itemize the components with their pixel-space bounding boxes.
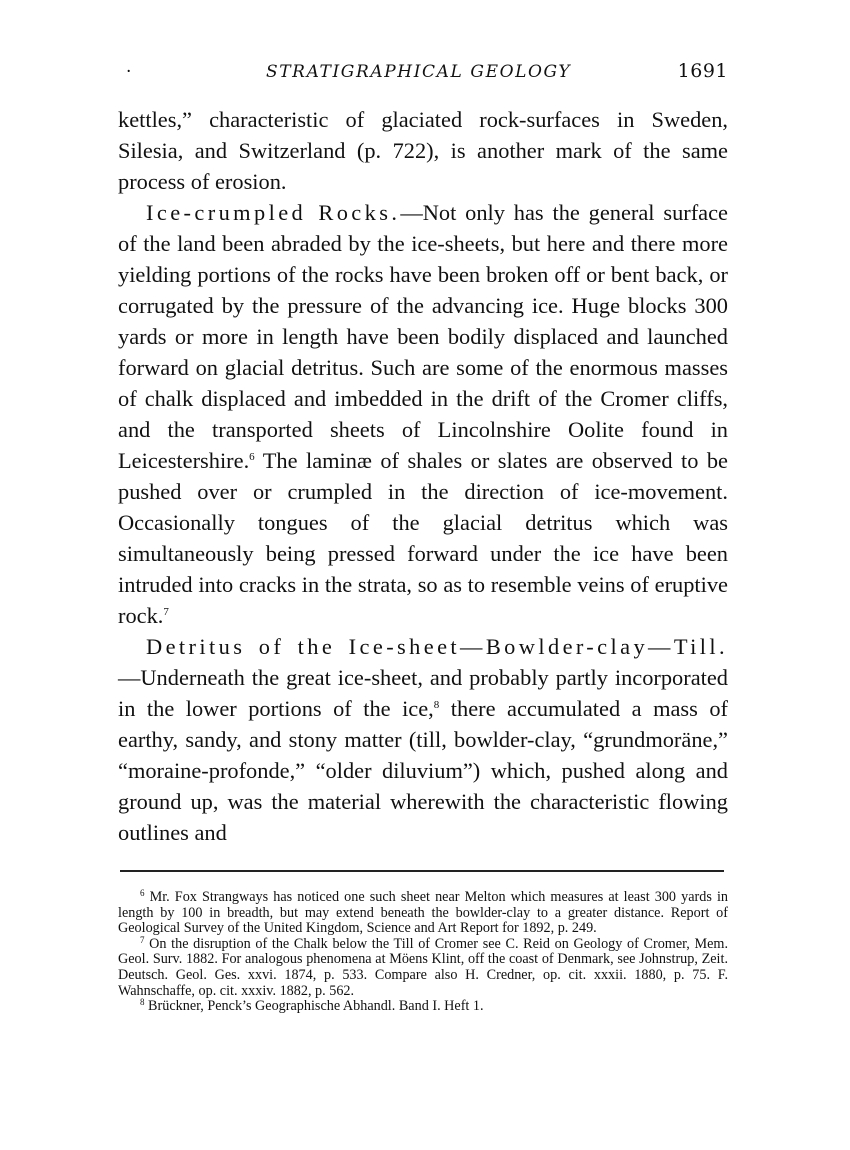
footnote-text: Mr. Fox Strangways has noticed one such sheet near Melton which measures at least 300 yards in length by 100 in breadth, but may extend beneath the bowlder-clay to a greater distance. Report of Geological Survey of the United Kingdom, Science and Art Report for 1892, p. 249. [118, 889, 728, 937]
paragraph-ice-crumpled-rocks [118, 197, 728, 631]
footnote-ref-8[interactable]: 8 [433, 699, 440, 711]
footnote-text: Brückner, Penck’s Geographische Abhandl. Band I. Heft 1. [144, 998, 484, 1015]
paragraph-text: —Not only has the general surface of the land been abraded by the ice-sheets, but here and there more yielding portions of the rocks have been broken off or bent back, or corrugated by the pressure of the advancing ice. Huge blocks 300 yards or more in length have been bodily displaced and launched forward on glacial detritus. Such are some of the enormous masses of chalk displaced and imbedded in the drift of the Cromer cliffs, and the transported sheets of Lincolnshire Oolite found in Leicestershire. [118, 200, 728, 473]
footnote-marker: 7 [140, 934, 145, 945]
footnote-6 [118, 890, 728, 937]
header-marker: · [126, 62, 132, 82]
book-page [118, 58, 728, 1015]
footnote-text: On the disruption of the Chalk below the Till of Cromer see C. Reid on Geology of Cromer, Mem. Geol. Surv. 1882. For analogous phenomena at Möens Klint, off the coast of Denmark, see Johnstrup, Zeit. Deutsch. Geol. Ges. xxvi. 1874, p. 533. Compare also H. Credner, op. cit. xxxii. 1880, p. 75. F. Wahnschaffe, op. cit. xxxiv. 1882, p. 562. [118, 935, 728, 999]
running-header [118, 58, 728, 90]
footnote-divider [120, 870, 724, 872]
paragraph-1: kettles,” characteristic of glaciated rock-surfaces in Sweden, Silesia, and Switzerland (p. 722), is another mark of the same process of erosion. [118, 107, 728, 194]
section-heading-ice-crumpled-rocks: Ice-crumpled Rocks. [146, 200, 401, 225]
footnote-ref-7[interactable]: 7 [163, 606, 169, 618]
paragraph-detritus [118, 631, 728, 848]
page-number: 1691 [677, 60, 728, 82]
running-title: STRATIGRAPHICAL GEOLOGY [266, 62, 572, 82]
paragraph-text: The laminæ of shales or slates are observed to be pushed over or crumpled in the direction of ice-movement. Occasionally tongues of the glacial detritus which was simultaneously being pressed forward under the ice have been intruded into cracks in the strata, so as to resemble veins of eruptive rock. [118, 448, 728, 628]
body-text [118, 104, 728, 848]
footnote-ref-6[interactable]: 6 [249, 451, 255, 463]
paragraph-text: —Underneath the great ice-sheet, and probably partly incorporated in the lower portions of the ice, [118, 665, 728, 721]
section-heading-detritus: Detritus of the Ice-sheet—Bowlder-clay—Till. [146, 634, 728, 659]
footnote-marker: 6 [140, 888, 145, 898]
footnotes [118, 890, 728, 1015]
footnote-marker: 8 [140, 997, 145, 1008]
paragraph-text: there accumulated a mass of earthy, sandy, and stony matter (till, bowlder-clay, “grundmoräne,” “moraine-profonde,” “older diluvium”) which, pushed along and ground up, was the material wherewith the characteristic flowing outlines and [118, 696, 728, 845]
footnote-8 [118, 999, 728, 1015]
footnote-7 [118, 934, 728, 999]
